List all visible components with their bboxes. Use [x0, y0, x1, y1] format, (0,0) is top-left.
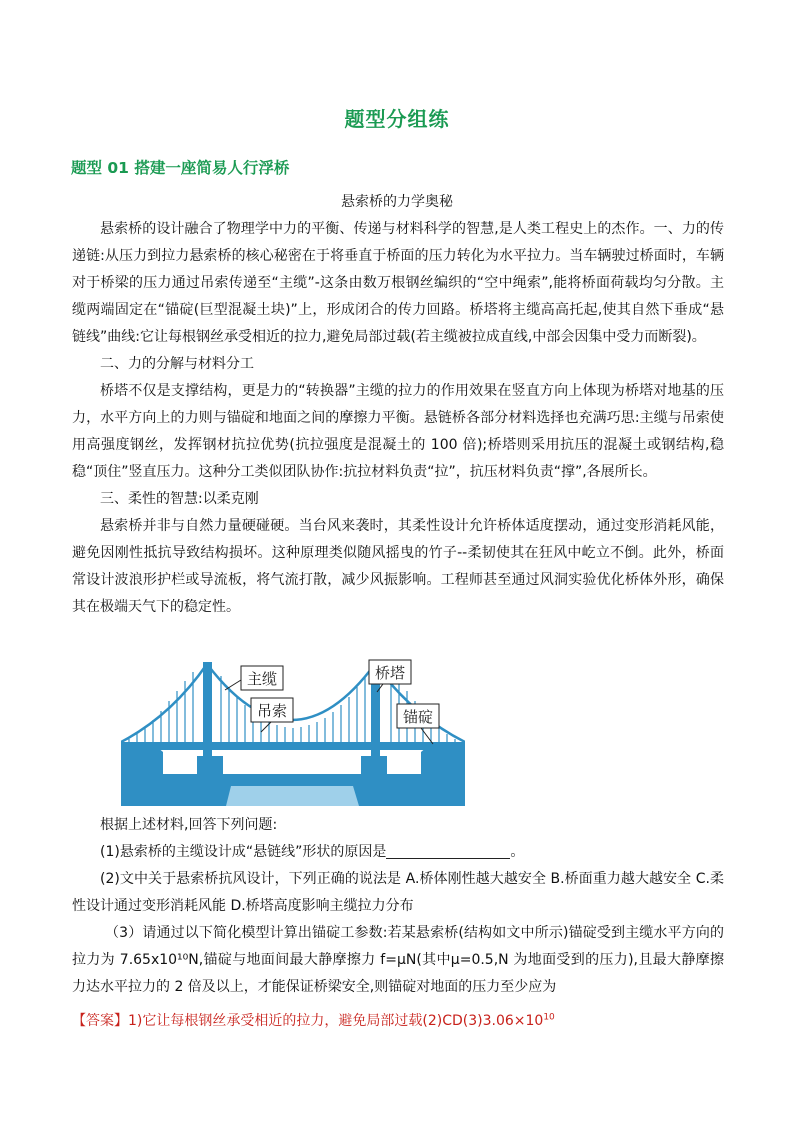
paragraph-intro: 悬索桥的设计融合了物理学中力的平衡、传递与材料科学的智慧,是人类工程史上的杰作。一、力的传递链:从压力到拉力悬索桥的核心秘密在于将垂直于桥面的压力转化为水平拉力。当车辆驶过桥面时，车辆对于桥梁的压力通过吊索传递至“主缆”-这条由数万根钢丝编织的“空中绳索”,能将桥面荷载均匀分散。主缆两端固定在“锚碇(巨型混凝土块)”上，形成闭合的传力回路。桥塔将主缆高高托起,使其自然下垂成“悬链线”曲线:它让每根钢丝承受相近的拉力,避免局部过载(若主缆被拉成直线,中部会因集中受力而断裂)。 — [72, 221, 724, 345]
label-anchor: 锚碇 — [403, 708, 434, 726]
right-anchor — [421, 742, 465, 806]
right-pier — [361, 756, 387, 806]
article-body — [72, 216, 724, 621]
bridge-deck — [121, 742, 465, 750]
answer-tag: 【答案】 — [72, 1013, 128, 1029]
section-heading: 题型 01 搭建一座简易人行浮桥 — [71, 159, 290, 177]
left-anchor — [121, 742, 163, 806]
bridge-illustration — [121, 656, 465, 808]
questions-intro: 根据上述材料,回答下列问题: — [100, 817, 278, 833]
paragraph-heading-2: 二、力的分解与材料分工 — [100, 356, 254, 372]
question-1-end: 。 — [510, 844, 525, 860]
suspension-bridge-diagram — [121, 656, 465, 808]
left-tower — [203, 662, 212, 758]
question-1-text: (1)悬索桥的主缆设计成“悬链线”形状的原因是 — [100, 844, 387, 860]
label-main-cable: 主缆 — [247, 670, 278, 688]
answer-text: 1)它让每根钢丝承受相近的拉力，避免局部过载(2)CD(3)3.06×10 — [128, 1013, 544, 1029]
paragraph-flexibility: 悬索桥并非与自然力量硬碰硬。当台风来袭时，其柔性设计允许桥体适度摆动，通过变形消耗风能，避免因刚性抵抗导致结构损坏。这种原理类似随风摇曳的竹子--柔韧使其在狂风中屹立不倒。此外，桥面常设计波浪形护栏或导流板，将气流打散，减少风振影响。工程师甚至通过风洞实验优化桥体外形，确保其在极端天气下的稳定性。 — [72, 518, 724, 615]
article-title: 悬索桥的力学奥秘 — [341, 194, 453, 210]
answer-blank — [386, 842, 510, 859]
question-3: （3）请通过以下简化模型计算出锚碇工参数:若某悬索桥(结构如文中所示)锚碇受到主缆水平方向的拉力为 7.65x10¹⁰N,锚碇与地面间最大静摩擦力 f=μN(其中μ=0.5,N 为地面受到的压力),且最大静摩擦力达水平拉力的 2 倍及以上，才能保证桥梁安全,则锚碇对地面的压力至少应为 — [72, 925, 724, 995]
answer-exponent: 10 — [543, 1012, 555, 1023]
question-2: (2)文中关于悬索桥抗风设计，下列正确的说法是 A.桥体刚性越大越安全 B.桥面重力越大越安全 C.柔性设计通过变形消耗风能 D.桥塔高度影响主缆拉力分布 — [72, 871, 724, 914]
label-hanger: 吊索 — [257, 702, 288, 720]
answer-line — [72, 1010, 555, 1030]
left-pier — [197, 756, 223, 806]
page-title: 题型分组练 — [344, 107, 450, 131]
label-tower: 桥塔 — [375, 664, 406, 682]
paragraph-force-decomposition: 桥塔不仅是支撑结构，更是力的“转换器”主缆的拉力的作用效果在竖直方向上体现为桥塔对地基的压力，水平方向上的力则与锚碇和地面之间的摩擦力平衡。悬链桥各部分材料选择也充满巧思:主缆与吊索使用高强度钢丝，发挥钢材抗拉优势(抗拉强度是混凝土的 100 倍);桥塔则采用抗压的混凝土或钢结构,稳稳“顶住”竖直压力。这种分工类似团队协作:抗拉材料负责“拉”，抗压材料负责“撑”,各展所长。 — [72, 383, 724, 480]
paragraph-heading-3: 三、柔性的智慧:以柔克刚 — [100, 491, 259, 507]
questions-section — [72, 812, 724, 1001]
question-1 — [72, 839, 724, 866]
